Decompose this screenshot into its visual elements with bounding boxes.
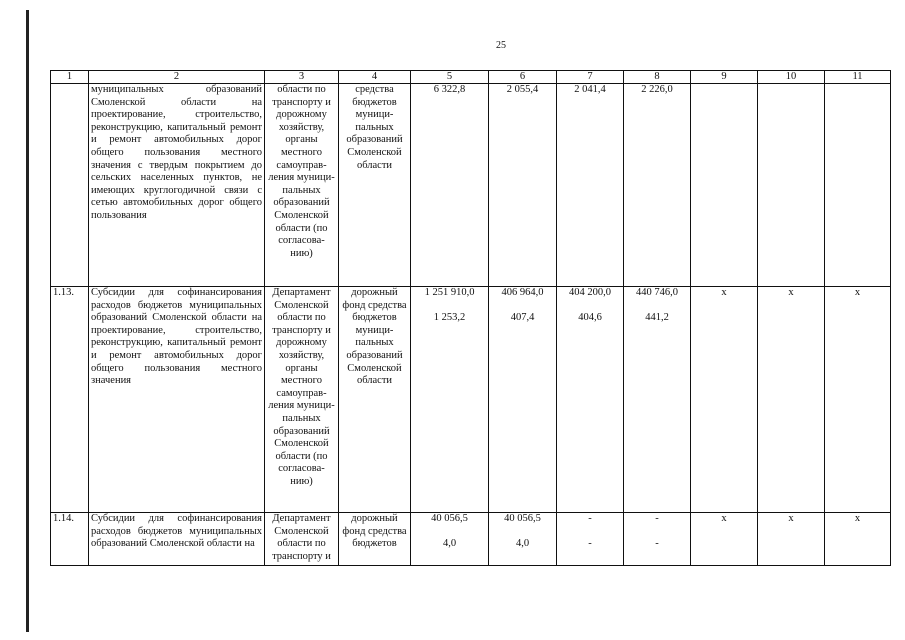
row-description: Субсидии для софинансирования расходов бюджетов муниципальных образований Смоленской области на проектирование, строительство, реконструкцию, капитальный ремонт и ремонт автомобильных дорог общего пользования местного значения [89, 287, 265, 513]
column-header: 8 [624, 71, 691, 84]
table-header-row [51, 71, 891, 84]
budget-table [50, 70, 891, 566]
cell-indicator-3: x [825, 287, 891, 513]
row-executor: Департамент Смоленской области по транспорту и [265, 513, 339, 566]
row-executor: Департамент Смоленской области по транспорту и дорожному хозяйству, органы местного самоуправ-ления муници-пальных образований Смоленской области (по согласова-нию) [265, 287, 339, 513]
cell-indicator-1: x [691, 287, 758, 513]
row-number: 1.13. [51, 287, 89, 513]
column-header: 10 [758, 71, 825, 84]
row-description: Субсидии для софинансирования расходов бюджетов муниципальных образований Смоленской области на [89, 513, 265, 566]
cell-indicator-2: x [758, 513, 825, 566]
row-funding-source: дорожный фонд средства бюджетов [339, 513, 411, 566]
row-description: муниципальных образований Смоленской области на проектирование, строительство, реконструкцию, капитальный ремонт и ремонт автомобильных дорог общего пользования местного значения с твердым покрытием до сельских населенных пунктов, не имеющих круглогодичной связи с сетью автомобильных дорог общего пользования [89, 84, 265, 287]
row-funding-source: дорожный фонд средства бюджетов муници-пальных образований Смоленской области [339, 287, 411, 513]
page-number: 25 [496, 40, 506, 51]
cell-total: 1 251 910,0 1 253,2 [411, 287, 489, 513]
column-header: 3 [265, 71, 339, 84]
column-header: 4 [339, 71, 411, 84]
column-header: 5 [411, 71, 489, 84]
column-header: 9 [691, 71, 758, 84]
column-header: 2 [89, 71, 265, 84]
cell-indicator-2: x [758, 287, 825, 513]
cell-year-2: 2 041,4 [557, 84, 624, 287]
row-number: 1.14. [51, 513, 89, 566]
table-row [51, 287, 891, 513]
cell-year-3: 440 746,0 441,2 [624, 287, 691, 513]
cell-indicator-2 [758, 84, 825, 287]
cell-year-3: - - [624, 513, 691, 566]
cell-year-3: 2 226,0 [624, 84, 691, 287]
cell-total: 40 056,5 4,0 [411, 513, 489, 566]
column-header: 11 [825, 71, 891, 84]
row-number [51, 84, 89, 287]
cell-year-2: - - [557, 513, 624, 566]
row-executor: области по транспорту и дорожному хозяйству, органы местного самоуправ-ления муници-пальных образований Смоленской области (по согласова-нию) [265, 84, 339, 287]
cell-year-1: 40 056,5 4,0 [489, 513, 557, 566]
table-row [51, 513, 891, 566]
table-row [51, 84, 891, 287]
cell-total: 6 322,8 [411, 84, 489, 287]
scan-edge-line [26, 10, 29, 632]
cell-year-2: 404 200,0 404,6 [557, 287, 624, 513]
cell-indicator-1 [691, 84, 758, 287]
column-header: 1 [51, 71, 89, 84]
cell-indicator-3: x [825, 513, 891, 566]
cell-year-1: 2 055,4 [489, 84, 557, 287]
cell-indicator-3 [825, 84, 891, 287]
row-funding-source: средства бюджетов муници-пальных образований Смоленской области [339, 84, 411, 287]
cell-indicator-1: x [691, 513, 758, 566]
cell-year-1: 406 964,0 407,4 [489, 287, 557, 513]
column-header: 6 [489, 71, 557, 84]
column-header: 7 [557, 71, 624, 84]
